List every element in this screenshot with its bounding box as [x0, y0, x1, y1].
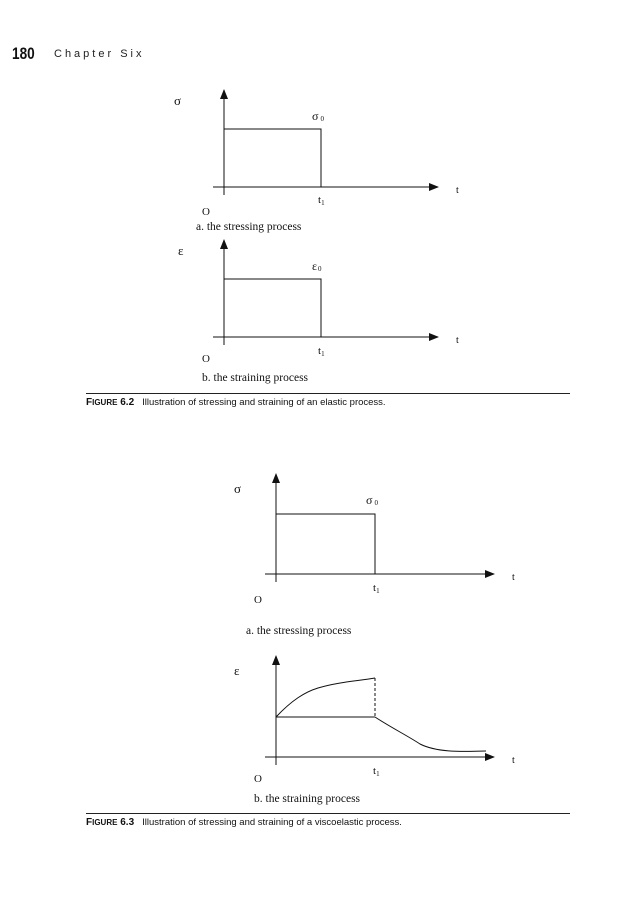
fig63a-origin: O: [254, 594, 262, 606]
figure-6-2-caption: [86, 397, 386, 408]
fig63b-origin: O: [254, 773, 262, 785]
fig62b-caption: b. the straining process: [202, 372, 309, 384]
fig63b-y-symbol: ε: [234, 663, 240, 678]
page-number: 180: [12, 44, 35, 63]
figure-6-3-caption: [86, 817, 402, 828]
fig62a-t1-label: t1: [318, 194, 325, 207]
chapter-title: Chapter Six: [54, 48, 145, 60]
fig63a-caption: a. the stressing process: [246, 625, 352, 637]
fig63b-caption: b. the straining process: [254, 793, 361, 805]
figure-6-2-graphic: [0, 0, 621, 390]
fig62a-t-label: t: [456, 185, 459, 196]
figure-6-3-rule: [86, 813, 570, 814]
figure-6-3-caption-text: Illustration of stressing and straining of a viscoelastic process.: [142, 817, 402, 828]
fig62a-origin: O: [202, 206, 210, 218]
fig62b-t-label: t: [456, 335, 459, 346]
fig62a-caption: a. the stressing process: [196, 221, 302, 233]
fig62a-level-label: σ 0: [312, 109, 324, 123]
fig63-panel-b: [234, 656, 515, 805]
fig62b-y-symbol: ε: [178, 243, 184, 258]
figure-6-3-graphic: [0, 460, 621, 810]
fig63b-t-label: t: [512, 755, 515, 766]
fig63b-t1-label: t1: [373, 765, 380, 778]
fig63a-t1-label: t1: [373, 582, 380, 595]
fig62b-strain-step: [224, 279, 321, 337]
fig62b-level-label: ε0: [312, 259, 322, 273]
fig63-panel-a: [234, 474, 515, 637]
fig63a-y-symbol: σ: [234, 481, 242, 496]
fig62b-origin: O: [202, 353, 210, 365]
figure-6-2-label: FIGURE 6.2: [86, 397, 135, 408]
fig63b-recovery-curve: [375, 717, 486, 751]
fig63a-level-label: σ 0: [366, 493, 378, 507]
fig63a-stress-step: [276, 514, 375, 574]
fig63a-t-label: t: [512, 572, 515, 583]
figure-6-2-caption-text: Illustration of stressing and straining of an elastic process.: [142, 397, 386, 408]
figure-6-3-label: FIGURE 6.3: [86, 817, 135, 828]
figure-6-2-rule: [86, 393, 570, 394]
fig62-panel-a: [174, 90, 459, 233]
fig63b-creep-curve: [276, 678, 375, 717]
fig62b-t1-label: t1: [318, 345, 325, 358]
fig62a-stress-step: [224, 129, 321, 187]
fig62a-y-symbol: σ: [174, 93, 182, 108]
fig62-panel-b: [178, 240, 459, 384]
